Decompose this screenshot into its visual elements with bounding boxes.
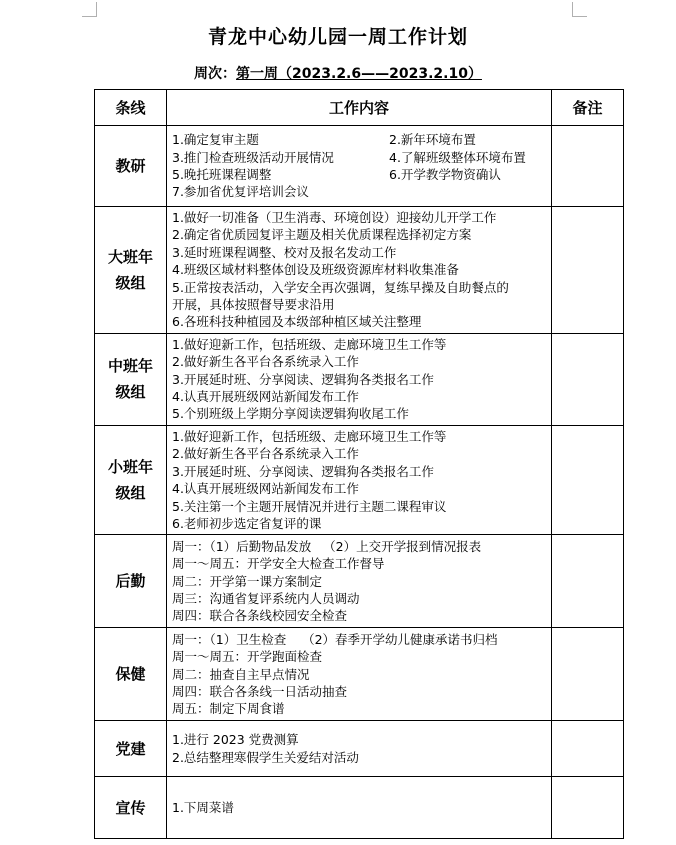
- header-remarks: 备注: [552, 90, 624, 126]
- list-item: 1.做好一切准备（卫生消毒、环境创设）迎接幼儿开学工作: [172, 210, 497, 225]
- header-content: 工作内容: [167, 90, 552, 126]
- list-item: 3.开展延时班、分享阅读、逻辑狗各类报名工作: [172, 463, 434, 479]
- row-remarks: [552, 333, 624, 425]
- list-item: 开展，具体按照督导要求沿用: [172, 297, 335, 313]
- list-item: 6.老师初步选定省复评的课: [172, 515, 322, 531]
- list-item: 4.班级区域材料整体创设及班级资源库材料收集准备: [172, 262, 459, 278]
- list-item: 4.认真开展班级网站新闻发布工作: [172, 481, 359, 497]
- table-row: [95, 777, 624, 839]
- table-header-row: [95, 90, 624, 126]
- week-value: 第一周（2023.2.6——2023.2.10）: [236, 66, 482, 82]
- row-remarks: [552, 535, 624, 628]
- list-item: 周二：开学第一课方案制定: [172, 573, 323, 589]
- list-item: 1.做好迎新工作，包括班级、走廊环境卫生工作等: [172, 428, 447, 444]
- list-item: 4.认真开展班级网站新闻发布工作: [172, 389, 359, 405]
- row-content: [167, 126, 552, 207]
- list-item: 3.推门检查班级活动开展情况: [172, 149, 334, 165]
- row-content: [167, 777, 552, 839]
- row-category: 宣传: [95, 777, 167, 839]
- list-item: 周一：（1）卫生检查 （2）春季开学幼儿健康承诺书归档: [172, 631, 498, 647]
- list-item: 周二：抽查自主早点情况: [172, 666, 310, 682]
- table-row: [95, 628, 624, 721]
- list-item: 周一～周五：开学跑面检查: [172, 649, 323, 665]
- list-item: 1.进行 2023 党费测算: [172, 732, 299, 748]
- row-remarks: [552, 207, 624, 334]
- list-item: 2.做好新生各平台各系统录入工作: [172, 354, 359, 370]
- row-content: [167, 333, 552, 425]
- list-item: 周一～周五：开学安全大检查工作督导: [172, 556, 385, 572]
- row-remarks: [552, 425, 624, 534]
- row-remarks: [552, 777, 624, 839]
- document-title: 青龙中心幼儿园一周工作计划: [207, 26, 468, 48]
- week-subtitle: [0, 63, 676, 83]
- page-corner-mark-right: [572, 2, 587, 17]
- list-item: 5.关注第一个主题开展情况并进行主题二课程审议: [172, 498, 447, 514]
- week-label: 周次：: [194, 66, 237, 82]
- table-row: [95, 126, 624, 207]
- list-item: 1.下周菜谱: [172, 800, 234, 816]
- category-label: 大班年级组: [107, 247, 153, 292]
- list-item: 6.各班科技种植园及本级部种植区域关注整理: [172, 314, 422, 330]
- row-content: [167, 535, 552, 628]
- row-content: [167, 721, 552, 777]
- table-row: [95, 535, 624, 628]
- list-item: 周三：沟通省复评系统内人员调动: [172, 591, 360, 607]
- list-item: 3.开展延时班、分享阅读、逻辑狗各类报名工作: [172, 371, 434, 387]
- row-category: 保健: [95, 628, 167, 721]
- list-item: 3.延时班课程调整、校对及报名发动工作: [172, 244, 397, 260]
- list-item: 周五：制定下周食谱: [172, 701, 285, 717]
- list-item: 4.了解班级整体环境布置: [389, 149, 526, 165]
- page-corner-mark-left: [82, 2, 97, 17]
- row-remarks: [552, 628, 624, 721]
- list-item: 1.确定复审主题: [172, 132, 259, 148]
- row-category: 后勤: [95, 535, 167, 628]
- work-plan-table: [94, 89, 624, 839]
- category-label: 中班年级组: [107, 357, 153, 402]
- list-item: 周四：联合各条线校园安全检查: [172, 608, 348, 624]
- list-item: 周四：联合各条线一日活动抽查: [172, 684, 348, 700]
- row-content: [167, 207, 552, 334]
- row-category: [95, 333, 167, 425]
- header-category: 条线: [95, 90, 167, 126]
- list-item: 2.新年环境布置: [389, 132, 476, 148]
- row-category: [95, 207, 167, 334]
- row-category: [95, 425, 167, 534]
- row-category: 教研: [95, 126, 167, 207]
- list-item: 2.总结整理寒假学生关爱结对活动: [172, 749, 359, 765]
- list-item: 2.确定省优质园复评主题及相关优质课程选择初定方案: [172, 227, 472, 243]
- row-remarks: [552, 126, 624, 207]
- list-item: 5.正常按表活动，入学安全再次强调，复练早操及自助餐点的: [172, 279, 509, 295]
- category-label: 小班年级组: [107, 458, 153, 503]
- list-item: 1.做好迎新工作，包括班级、走廊环境卫生工作等: [172, 336, 447, 352]
- row-content: [167, 628, 552, 721]
- list-item: 6.开学教学物资确认: [389, 167, 501, 182]
- list-item: 2.做好新生各平台各系统录入工作: [172, 446, 359, 462]
- list-item: 5.晚托班课程调整: [172, 167, 272, 182]
- table-row: [95, 207, 624, 334]
- list-item: 周一：（1）后勤物品发放 （2）上交开学报到情况报表: [172, 538, 482, 554]
- table-row: [95, 333, 624, 425]
- table-row: [95, 721, 624, 777]
- list-item: 5.个别班级上学期分享阅读逻辑狗收尾工作: [172, 406, 409, 422]
- row-content: [167, 425, 552, 534]
- table-row: [95, 425, 624, 534]
- list-item: 7.参加省优复评培训会议: [172, 184, 309, 200]
- row-remarks: [552, 721, 624, 777]
- row-category: 党建: [95, 721, 167, 777]
